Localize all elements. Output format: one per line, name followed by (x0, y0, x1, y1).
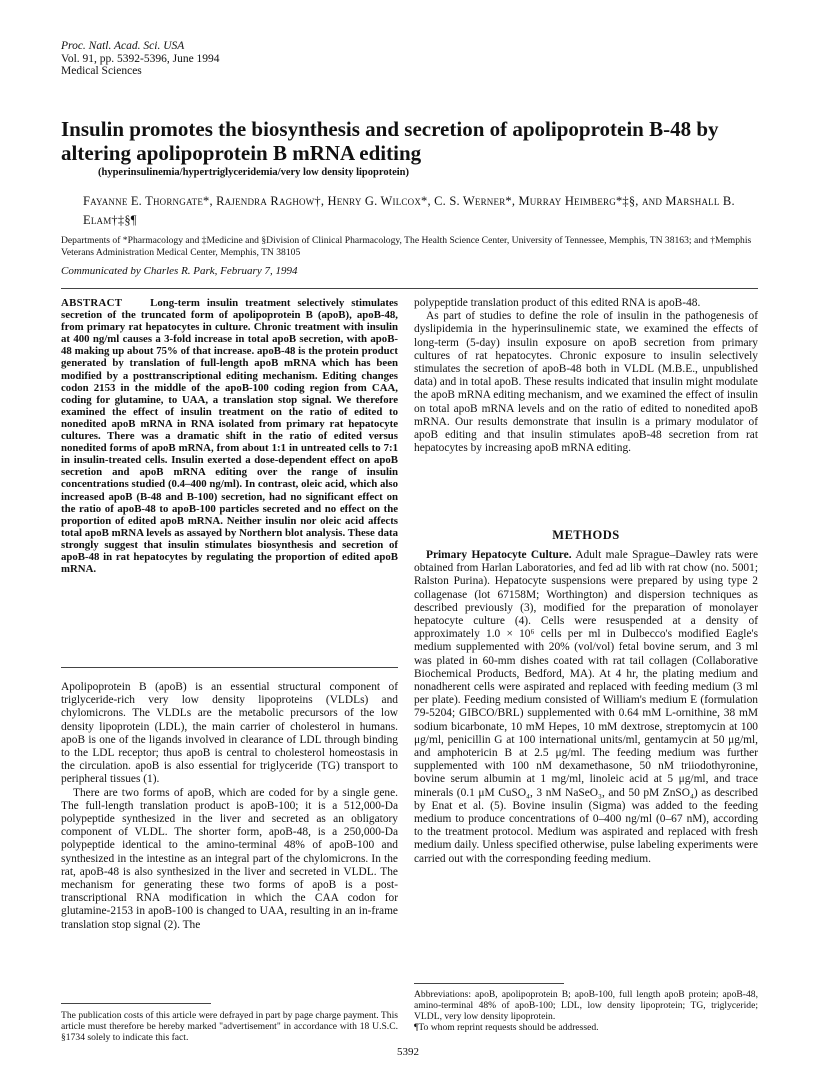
abstract-divider (61, 667, 398, 668)
intro-paragraph-2: There are two forms of apoB, which are coded for by a single gene. The full-length translation product is apoB-100; it is a 512,000-Da polypeptide synthesized in the liver and secreted as an obligatory component of VLDL. The shorter form, apoB-48, is a 250,000-Da polypeptide identical to the amino-terminal 48% of apoB-100 and synthesized in the intestine as an integral part of the chylomicrons. In the rat, apoB-48 is also synthesized in the liver and secreted in VLDL. The mechanism for generating these two forms of apoB is a post-transcriptional RNA modification in which the CAA codon for glutamine-2153 in apoB-100 is changed to UAA, resulting in an in-frame translation stop signal (2). The (61, 786, 398, 931)
footnote-divider-right (414, 983, 564, 984)
intro-paragraph-3: As part of studies to define the role of insulin in the pathogenesis of dyslipidemia in the hyperinsulinemic state, we examined the effects of long-term (5-day) insulin exposure on apoB secretion from primary cultures of rat hepatocytes. Chronic exposure to insulin selectively stimulates the secretion of apoB-48 both in VLDL (M.B.E., unpublished data) and in total apoB. These results indicated that insulin might modulate the apoB mRNA editing mechanism, and we examined the effect of insulin on total apoB mRNA levels and on the ratio of edited to nonedited apoB mRNA. Our results demonstrate that insulin is a primary modulator of apoB editing and that insulin stimulates apoB-48 secretion from rat hepatocytes by increasing apoB mRNA editing. (414, 310, 758, 455)
abstract-text: Long-term insulin treatment selectively stimulates secretion of the truncated form of apolipoprotein B (apoB), apoB-48, from primary rat hepatocytes in culture. Chronic treatment with insulin at 400 ng/ml causes a 3-fold increase in total apoB secretion, with apoB-48 making up about 75% of that increase. apoB-48 is the protein product generated by translation of full-length apoB mRNA which has been modified by a posttranscriptional editing mechanism. Editing changes codon 2153 in the middle of the apoB-100 coding region from CAA, coding for glutamine, to UAA, a translation stop signal. We therefore examined the effect of insulin treatment on the ratio of edited to nonedited apoB mRNA in RNA isolated from primary rat hepatocyte cultures. There was a dramatic shift in the ratio of edited versus nonedited forms of apoB mRNA, from about 1:1 in untreated cells to 7:1 in insulin-treated cells. Insulin exerted a dose-dependent effect on apoB secretion and apoB mRNA editing over the range of insulin concentrations studied (0.4–400 ng/ml). In contrast, oleic acid, which also increased apoB (B-48 and B-100) secretion, had no significant effect on the ratio of apoB-48 to apoB-100 particles secreted and no effect on the proportion of edited apoB mRNA. Neither insulin nor oleic acid affects total apoB mRNA levels as assayed by Northern blot analysis. These data strongly suggest that insulin stimulates biosynthesis and secretion of apoB-48 in rat hepatocytes by regulating the proportion of edited apoB mRNA. (61, 297, 398, 576)
methods-heading: METHODS (552, 528, 620, 542)
intro-right-column (414, 297, 758, 455)
methods-paragraph (414, 549, 758, 866)
journal-volume: Vol. 91, pp. 5392-5396, June 1994 (61, 52, 220, 65)
methods-section (414, 549, 758, 866)
methods-text: Adult male Sprague–Dawley rats were obtained from Harlan Laboratories, and fed ad lib with rat chow (no. 5001; Ralston Purina). Hepatocyte suspensions were prepared by using type 2 collagenase (lot 67158M; Worthington) and dispersion techniques as described previously (3), modified for the preparation of monolayer hepatocyte culture (4). Cells were resuspended at a density of approximately 1.0 × 10⁶ cells per ml in Dulbecco's modified Eagle's medium supplemented with 20% (vol/vol) fetal bovine serum, and 3 ml was plated in 60-mm dishes coated with rat tail collagen (Collaborative Biochemical Products, Bedford, MA). At 4 hr, the plating medium and nonadherent cells were aspirated and replaced with feeding medium (3 ml per plate). Feeding medium consisted of William's medium E (formulation 79-5204; GIBCO/BRL) supplemented with 0.64 mM L-ornithine, 38 mM sodium bicarbonate, 10 mM Hepes, 10 mM dextrose, streptomycin at 100 μg/ml, penicillin G at 100 international units/ml, gentamycin at 50 μg/ml, and amphotericin B at 2.5 μg/ml. The feeding medium was further supplemented with 100 nM dexamethasone, 50 nM triiodothyronine, bovine serum albumin at 1 mg/ml, linoleic acid at 5 μg/ml, and trace minerals (0.1 μM CuSO₄, 3 nM NaSeO₃, and 50 pM ZnSO₄) as described by Enat et al. (5). Bovine insulin (Sigma) was added to the feeding medium to produce concentrations of 0–400 ng/ml (0–67 nM), according to the treatment protocol. Medium was aspirated and replaced with fresh medium daily. Unless specified otherwise, pulse labeling experiments were carried out with the corresponding feeding medium. (414, 549, 758, 865)
affiliations: Departments of *Pharmacology and ‡Medicine and §Division of Clinical Pharmacology, The Health Science Center, University of Tennessee, Memphis, TN 38163; and †Memphis Veterans Administration Medical Center, Memphis, TN 38105 (61, 235, 752, 258)
author-list: Fayanne E. Thorngate*, Rajendra Raghow†, Henry G. Wilcox*, C. S. Werner*, Murray Heimberg*‡§, and Marshall B. Elam†‡§¶ (83, 194, 735, 227)
reprint-note: ¶To whom reprint requests should be addressed. (414, 1022, 599, 1033)
journal-section: Medical Sciences (61, 65, 142, 77)
keywords: (hyperinsulinemia/hypertriglyceridemia/very low density lipoprotein) (98, 167, 409, 178)
abstract (61, 297, 398, 575)
footnote-divider-left (61, 1003, 211, 1004)
abbreviations-text: Abbreviations: apoB, apolipoprotein B; apoB-100, full length apoB protein; apoB-48, amino-terminal 48% of apoB-100; LDL, low density lipoprotein; TG, triglyceride; VLDL, very low density lipoprotein. (414, 989, 758, 1022)
methods-runin-heading: Primary Hepatocyte Culture. (426, 549, 572, 561)
intro-left-column (61, 681, 398, 932)
header-divider (61, 288, 758, 289)
publication-cost-footnote: The publication costs of this article were defrayed in part by page charge payment. This article must therefore be hereby marked "advertisement" in accordance with 18 U.S.C. §1734 solely to indicate this fact. (61, 1010, 398, 1043)
intro-paragraph-2-continued: polypeptide translation product of this edited RNA is apoB-48. (414, 297, 701, 309)
communicated-by: Communicated by Charles R. Park, February 7, 1994 (61, 265, 298, 277)
article-title: Insulin promotes the biosynthesis and secretion of apolipoprotein B-48 by altering apolipoprotein B mRNA editing (61, 117, 719, 165)
abstract-heading: ABSTRACT (61, 297, 123, 309)
intro-paragraph-1: Apolipoprotein B (apoB) is an essential structural component of triglyceride-rich very low density lipoproteins (VLDLs) and chylomicrons. The VLDLs are the metabolic precursors of the low density lipoprotein (LDL), the main carrier of cholesterol in humans. apoB is one of the ligands involved in clearance of LDL through binding to the LDL receptor; thus apoB is central to cholesterol homeostasis in the circulation. apoB is also essential for triglyceride (TG) transport to peripheral tissues (1). (61, 681, 398, 786)
page-number: 5392 (397, 1046, 419, 1058)
abbreviations-footnote (414, 989, 758, 1033)
journal-header (61, 40, 220, 78)
journal-name: Proc. Natl. Acad. Sci. USA (61, 40, 185, 52)
